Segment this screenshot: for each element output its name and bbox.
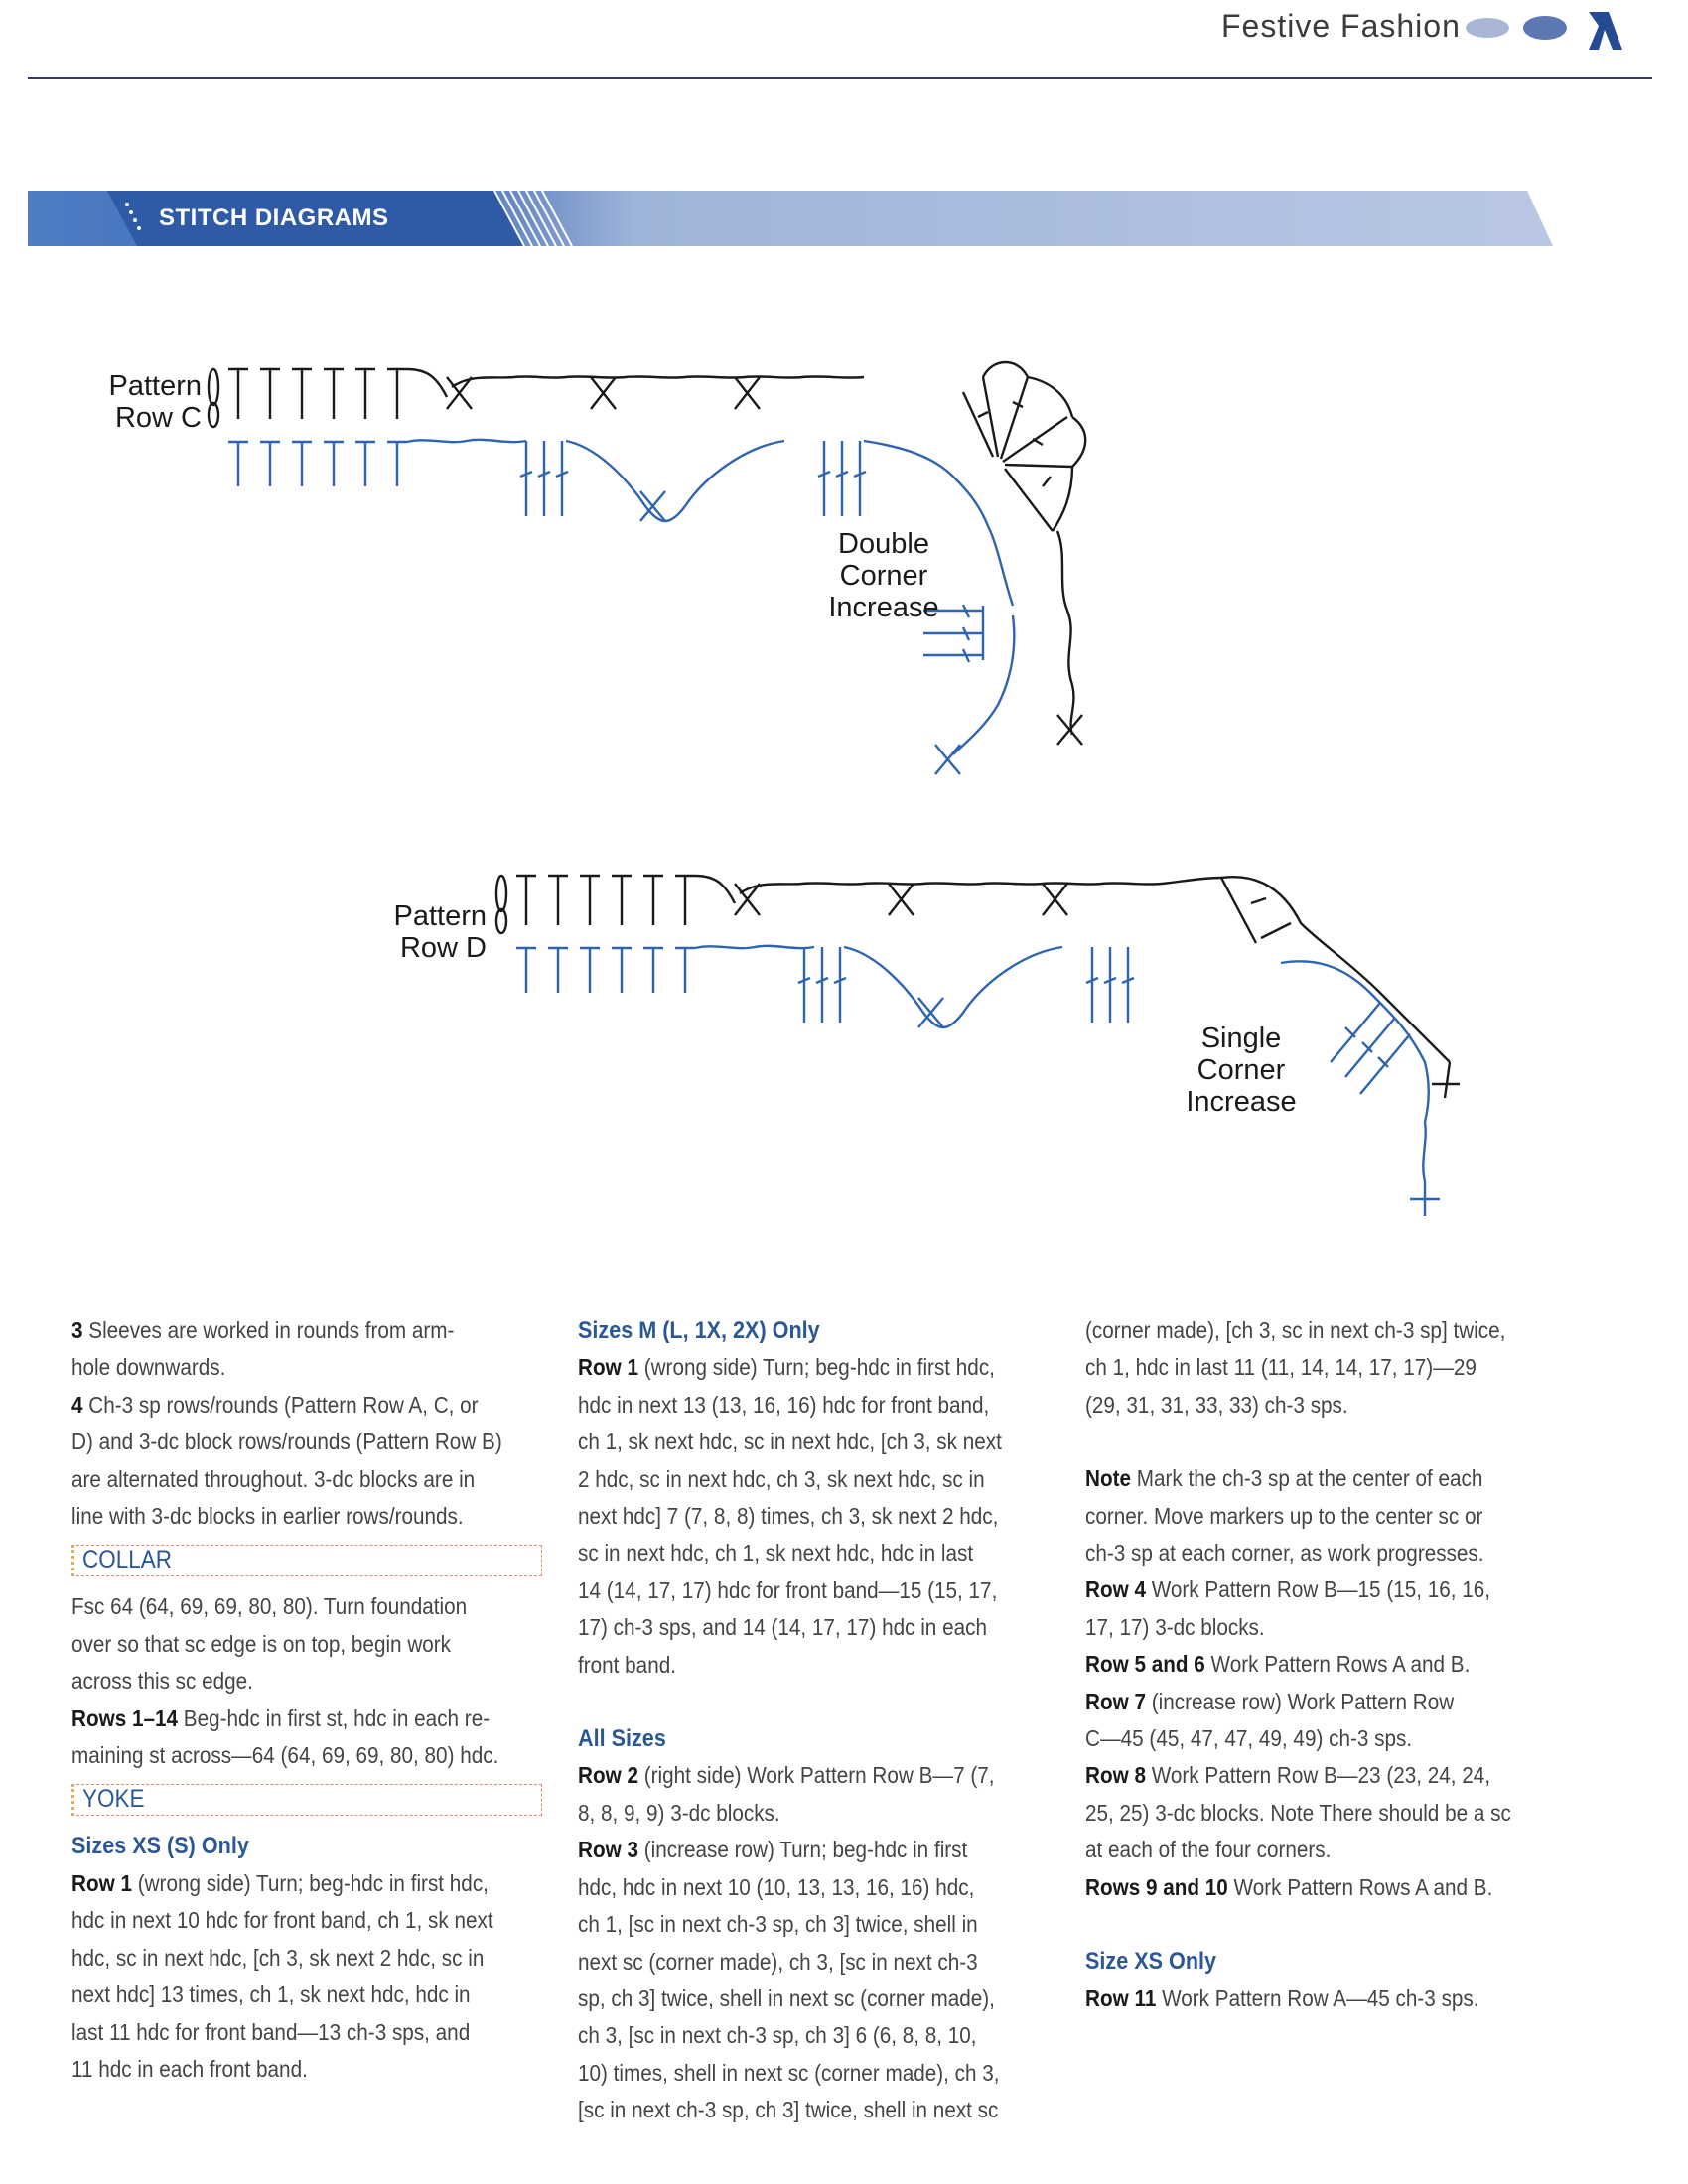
text-line: across this sc edge. [71, 1668, 253, 1695]
text-line: hdc in next 13 (13, 16, 16) hdc for front band, [578, 1391, 990, 1418]
text-line: over so that sc edge is on top, begin work [71, 1630, 452, 1657]
stitch-diagram-row-c [89, 357, 1122, 814]
header-rule [28, 77, 1652, 79]
text-line: (29, 31, 31, 33, 33) ch-3 sps. [1085, 1391, 1348, 1418]
note-number: 4 [71, 1391, 83, 1418]
diagram-d-callout-line: Single [1200, 1023, 1282, 1054]
row-label: Row 2 [578, 1762, 638, 1789]
text-line: Work Pattern Rows A and B. [1233, 1873, 1493, 1900]
note-label: Note [1085, 1465, 1132, 1492]
text-line: sp, ch 3] twice, shell in next sc (corner made), [578, 1984, 995, 2011]
text-line: at each of the four corners. [1085, 1837, 1332, 1863]
text-line: maining st across—64 (64, 69, 69, 80, 80) hdc. [71, 1742, 499, 1769]
row-label: Row 5 and 6 [1085, 1651, 1205, 1678]
text-line: (corner made), [ch 3, sc in next ch-3 sp] twice, [1085, 1317, 1506, 1343]
text-line: corner. Move markers up to the center sc or [1085, 1502, 1483, 1529]
paragraph [578, 1832, 1007, 1868]
paragraph [1085, 1869, 1514, 1906]
text-line: ch 1, sk next hdc, sc in next hdc, [ch 3, sk next [578, 1429, 1002, 1455]
text-line: 8, 8, 9, 9) 3-dc blocks. [578, 1799, 780, 1826]
size-heading: Sizes M (L, 1X, 2X) Only [578, 1317, 820, 1344]
text-line: 17, 17) 3-dc blocks. [1085, 1613, 1265, 1640]
text-column-1 [71, 1312, 548, 2088]
text-line: front band. [578, 1651, 676, 1678]
text-line: ch 1, [sc in next ch-3 sp, ch 3] twice, shell in [578, 1911, 978, 1938]
text-line: (increase row) Turn; beg-hdc in first [643, 1837, 968, 1863]
row-label: Row 1 [71, 1869, 132, 1896]
diagram-c-callout-line: Increase [828, 592, 939, 623]
text-line: hdc, sc in next hdc, [ch 3, sk next 2 hdc, sc in [71, 1944, 485, 1971]
paragraph [71, 1701, 500, 1737]
row-label: Row 4 [1085, 1576, 1146, 1603]
text-line: Sleeves are worked in rounds from arm- [88, 1317, 455, 1343]
row-label: Row 3 [578, 1837, 638, 1863]
yoke-heading: YOKE [82, 1785, 145, 1814]
text-line: next sc (corner made), ch 3, [sc in next ch-3 [578, 1948, 978, 1975]
paragraph [1085, 1460, 1514, 1497]
text-line: Work Pattern Row B—23 (23, 24, 24, [1151, 1762, 1491, 1789]
paragraph [1085, 1684, 1514, 1720]
header-ornament-icon [1460, 6, 1658, 56]
diagram-c-callout-line: Corner [839, 560, 928, 592]
paragraph [71, 1387, 500, 1424]
paragraph [71, 1865, 500, 1902]
row-label: Rows 1–14 [71, 1705, 179, 1731]
row-label: Row 1 [578, 1354, 638, 1381]
text-column-3 [1085, 1312, 1562, 2017]
text-line: (increase row) Work Pattern Row [1151, 1688, 1455, 1714]
paragraph [71, 1312, 500, 1349]
text-line: (wrong side) Turn; beg-hdc in first hdc, [643, 1354, 995, 1381]
text-line: Ch-3 sp rows/rounds (Pattern Row A, C, or [88, 1391, 479, 1418]
size-heading: Size XS Only [1085, 1948, 1217, 1976]
text-line: 14 (14, 17, 17) hdc for front band—15 (15, 17, [578, 1576, 998, 1603]
text-line: (wrong side) Turn; beg-hdc in first hdc, [137, 1869, 489, 1896]
text-line: D) and 3-dc block rows/rounds (Pattern Row B) [71, 1429, 502, 1455]
text-line: Fsc 64 (64, 69, 69, 80, 80). Turn foundation [71, 1593, 468, 1620]
diagram-d-label-line: Pattern [393, 900, 487, 932]
note-number: 3 [71, 1317, 83, 1343]
diagram-d-callout [1182, 1023, 1301, 1118]
text-line: line with 3-dc blocks in earlier rows/rounds. [71, 1503, 464, 1530]
paragraph [578, 1349, 1007, 1386]
text-line: 17) ch-3 sps, and 14 (14, 17, 17) hdc in each [578, 1614, 987, 1641]
text-line: 2 hdc, sc in next hdc, ch 3, sk next hdc, sc in [578, 1465, 985, 1492]
paragraph [1085, 1757, 1514, 1794]
paragraph [578, 1757, 1007, 1794]
size-heading: All Sizes [578, 1725, 666, 1753]
yoke-heading-box [71, 1784, 542, 1816]
text-line: next hdc] 13 times, ch 1, sk next hdc, hdc in [71, 1981, 471, 2008]
text-line: ch 3, [sc in next ch-3 sp, ch 3] 6 (6, 8, 8, 10, [578, 2022, 977, 2049]
paragraph [1085, 1646, 1514, 1683]
text-line: 25, 25) 3-dc blocks. Note There should be a sc [1085, 1799, 1511, 1826]
diagram-c-callout [824, 528, 943, 623]
text-line: hole downwards. [71, 1354, 226, 1381]
section-title: STITCH DIAGRAMS [159, 205, 389, 231]
text-line: last 11 hdc for front band—13 ch-3 sps, and [71, 2018, 471, 2045]
text-line: sc in next hdc, ch 1, sk next hdc, hdc in last [578, 1540, 974, 1567]
text-line: C—45 (45, 47, 47, 49, 49) ch-3 sps. [1085, 1725, 1413, 1752]
diagram-c-label-line: Pattern [108, 370, 202, 402]
collar-heading: COLLAR [82, 1546, 173, 1574]
diagram-c-callout-line: Double [838, 528, 929, 560]
text-line: 10) times, shell in next sc (corner made), ch 3, [578, 2059, 1000, 2086]
size-heading: Sizes XS (S) Only [71, 1833, 249, 1860]
text-line: hdc, hdc in next 10 (10, 13, 13, 16, 16) hdc, [578, 1873, 975, 1900]
text-line: 11 hdc in each front band. [71, 2055, 308, 2082]
text-line: ch-3 sp at each corner, as work progresses. [1085, 1540, 1484, 1567]
text-line: [sc in next ch-3 sp, ch 3] twice, shell in next sc [578, 2097, 999, 2123]
row-label: Row 11 [1085, 1984, 1157, 2011]
text-line: are alternated throughout. 3-dc blocks are in [71, 1465, 476, 1492]
text-column-2 [578, 1312, 1055, 2129]
text-line: hdc in next 10 hdc for front band, ch 1, sk next [71, 1907, 493, 1934]
text-line: ch 1, hdc in last 11 (11, 14, 14, 17, 17)—29 [1085, 1354, 1477, 1381]
stitch-diagram-row-d [377, 864, 1509, 1231]
collar-heading-box [71, 1545, 542, 1576]
text-line: Work Pattern Row B—15 (15, 16, 16, [1151, 1576, 1491, 1603]
row-label: Rows 9 and 10 [1085, 1873, 1228, 1900]
paragraph [1085, 1571, 1514, 1608]
row-label: Row 8 [1085, 1762, 1146, 1789]
text-line: next hdc] 7 (7, 8, 8) times, ch 3, sk next 2 hdc, [578, 1503, 999, 1530]
running-header: Festive Fashion [1221, 8, 1461, 44]
diagram-d-callout-line: Corner [1196, 1054, 1286, 1086]
paragraph [1085, 1980, 1514, 2017]
text-line: Work Pattern Row A—45 ch-3 sps. [1162, 1984, 1479, 2011]
text-line: (right side) Work Pattern Row B—7 (7, [643, 1762, 995, 1789]
diagram-d-label-line: Row D [399, 932, 487, 964]
row-label: Row 7 [1085, 1688, 1146, 1714]
diagram-c-label-line: Row C [114, 402, 202, 434]
diagram-d-callout-line: Increase [1186, 1086, 1297, 1118]
text-line: Beg-hdc in first st, hdc in each re- [183, 1705, 491, 1731]
text-line: Work Pattern Rows A and B. [1210, 1651, 1471, 1678]
text-line: Mark the ch-3 sp at the center of each [1136, 1465, 1483, 1492]
